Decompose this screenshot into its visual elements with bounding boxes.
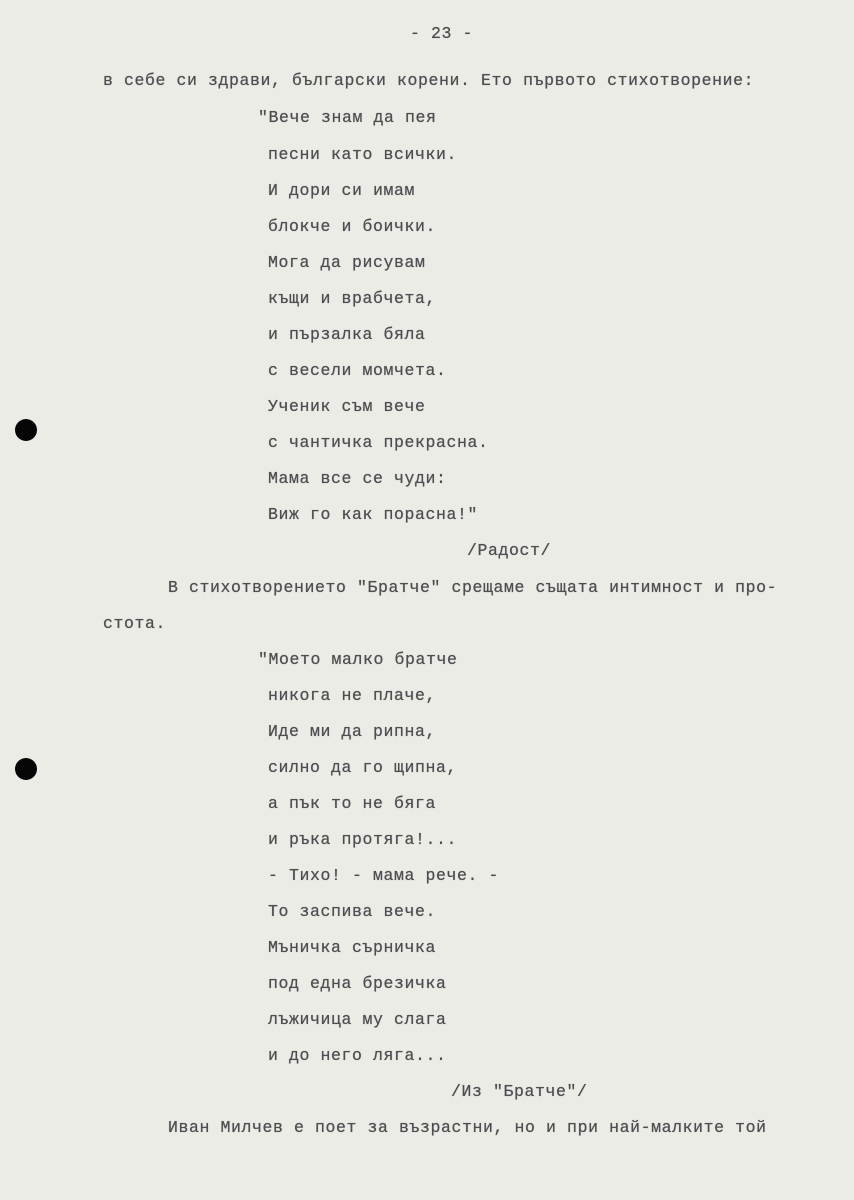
poem-line: с чантичка прекрасна. [268, 433, 489, 452]
poem-line: И дори си имам [268, 181, 416, 200]
poem-line: То заспива вече. [268, 902, 437, 921]
poem-line: никога не плаче, [268, 686, 437, 705]
poem-line: и до него ляга... [268, 1046, 447, 1065]
paragraph-line: В стихотворението "Братче" срещаме същата интимност и про- [168, 578, 778, 597]
poem-line: "Вече знам да пея [258, 108, 437, 127]
poem-source: /Радост/ [467, 541, 552, 560]
poem-line: лъжичица му слага [268, 1010, 447, 1029]
poem-line: Мъничка сърничка [268, 938, 437, 957]
poem-line: Иде ми да рипна, [268, 722, 437, 741]
poem-line: Ученик съм вече [268, 397, 426, 416]
poem-line: блокче и боички. [268, 217, 437, 236]
page-number: - 23 - [410, 24, 474, 43]
paragraph-line: стота. [103, 614, 167, 633]
poem-line: и пързалка бяла [268, 325, 426, 344]
poem-line: с весели момчета. [268, 361, 447, 380]
poem-source: /Из "Братче"/ [451, 1082, 588, 1101]
intro-line: в себе си здрави, български корени. Ето първото стихотворение: [103, 71, 755, 90]
poem-line: песни като всички. [268, 145, 458, 164]
punch-hole-icon [15, 758, 37, 780]
paragraph-line: Иван Милчев е поет за възрастни, но и при най-малките той [168, 1118, 767, 1137]
punch-hole-icon [15, 419, 37, 441]
poem-line: под една брезичка [268, 974, 447, 993]
poem-line: къщи и врабчета, [268, 289, 437, 308]
poem-line: и ръка протяга!... [268, 830, 458, 849]
poem-line: - Тихо! - мама рече. - [268, 866, 500, 885]
poem-line: Мога да рисувам [268, 253, 426, 272]
poem-line: а пък то не бяга [268, 794, 437, 813]
poem-line: "Моето малко братче [258, 650, 458, 669]
poem-line: Виж го как порасна!" [268, 505, 479, 524]
poem-line: Мама все се чуди: [268, 469, 447, 488]
poem-line: силно да го щипна, [268, 758, 458, 777]
